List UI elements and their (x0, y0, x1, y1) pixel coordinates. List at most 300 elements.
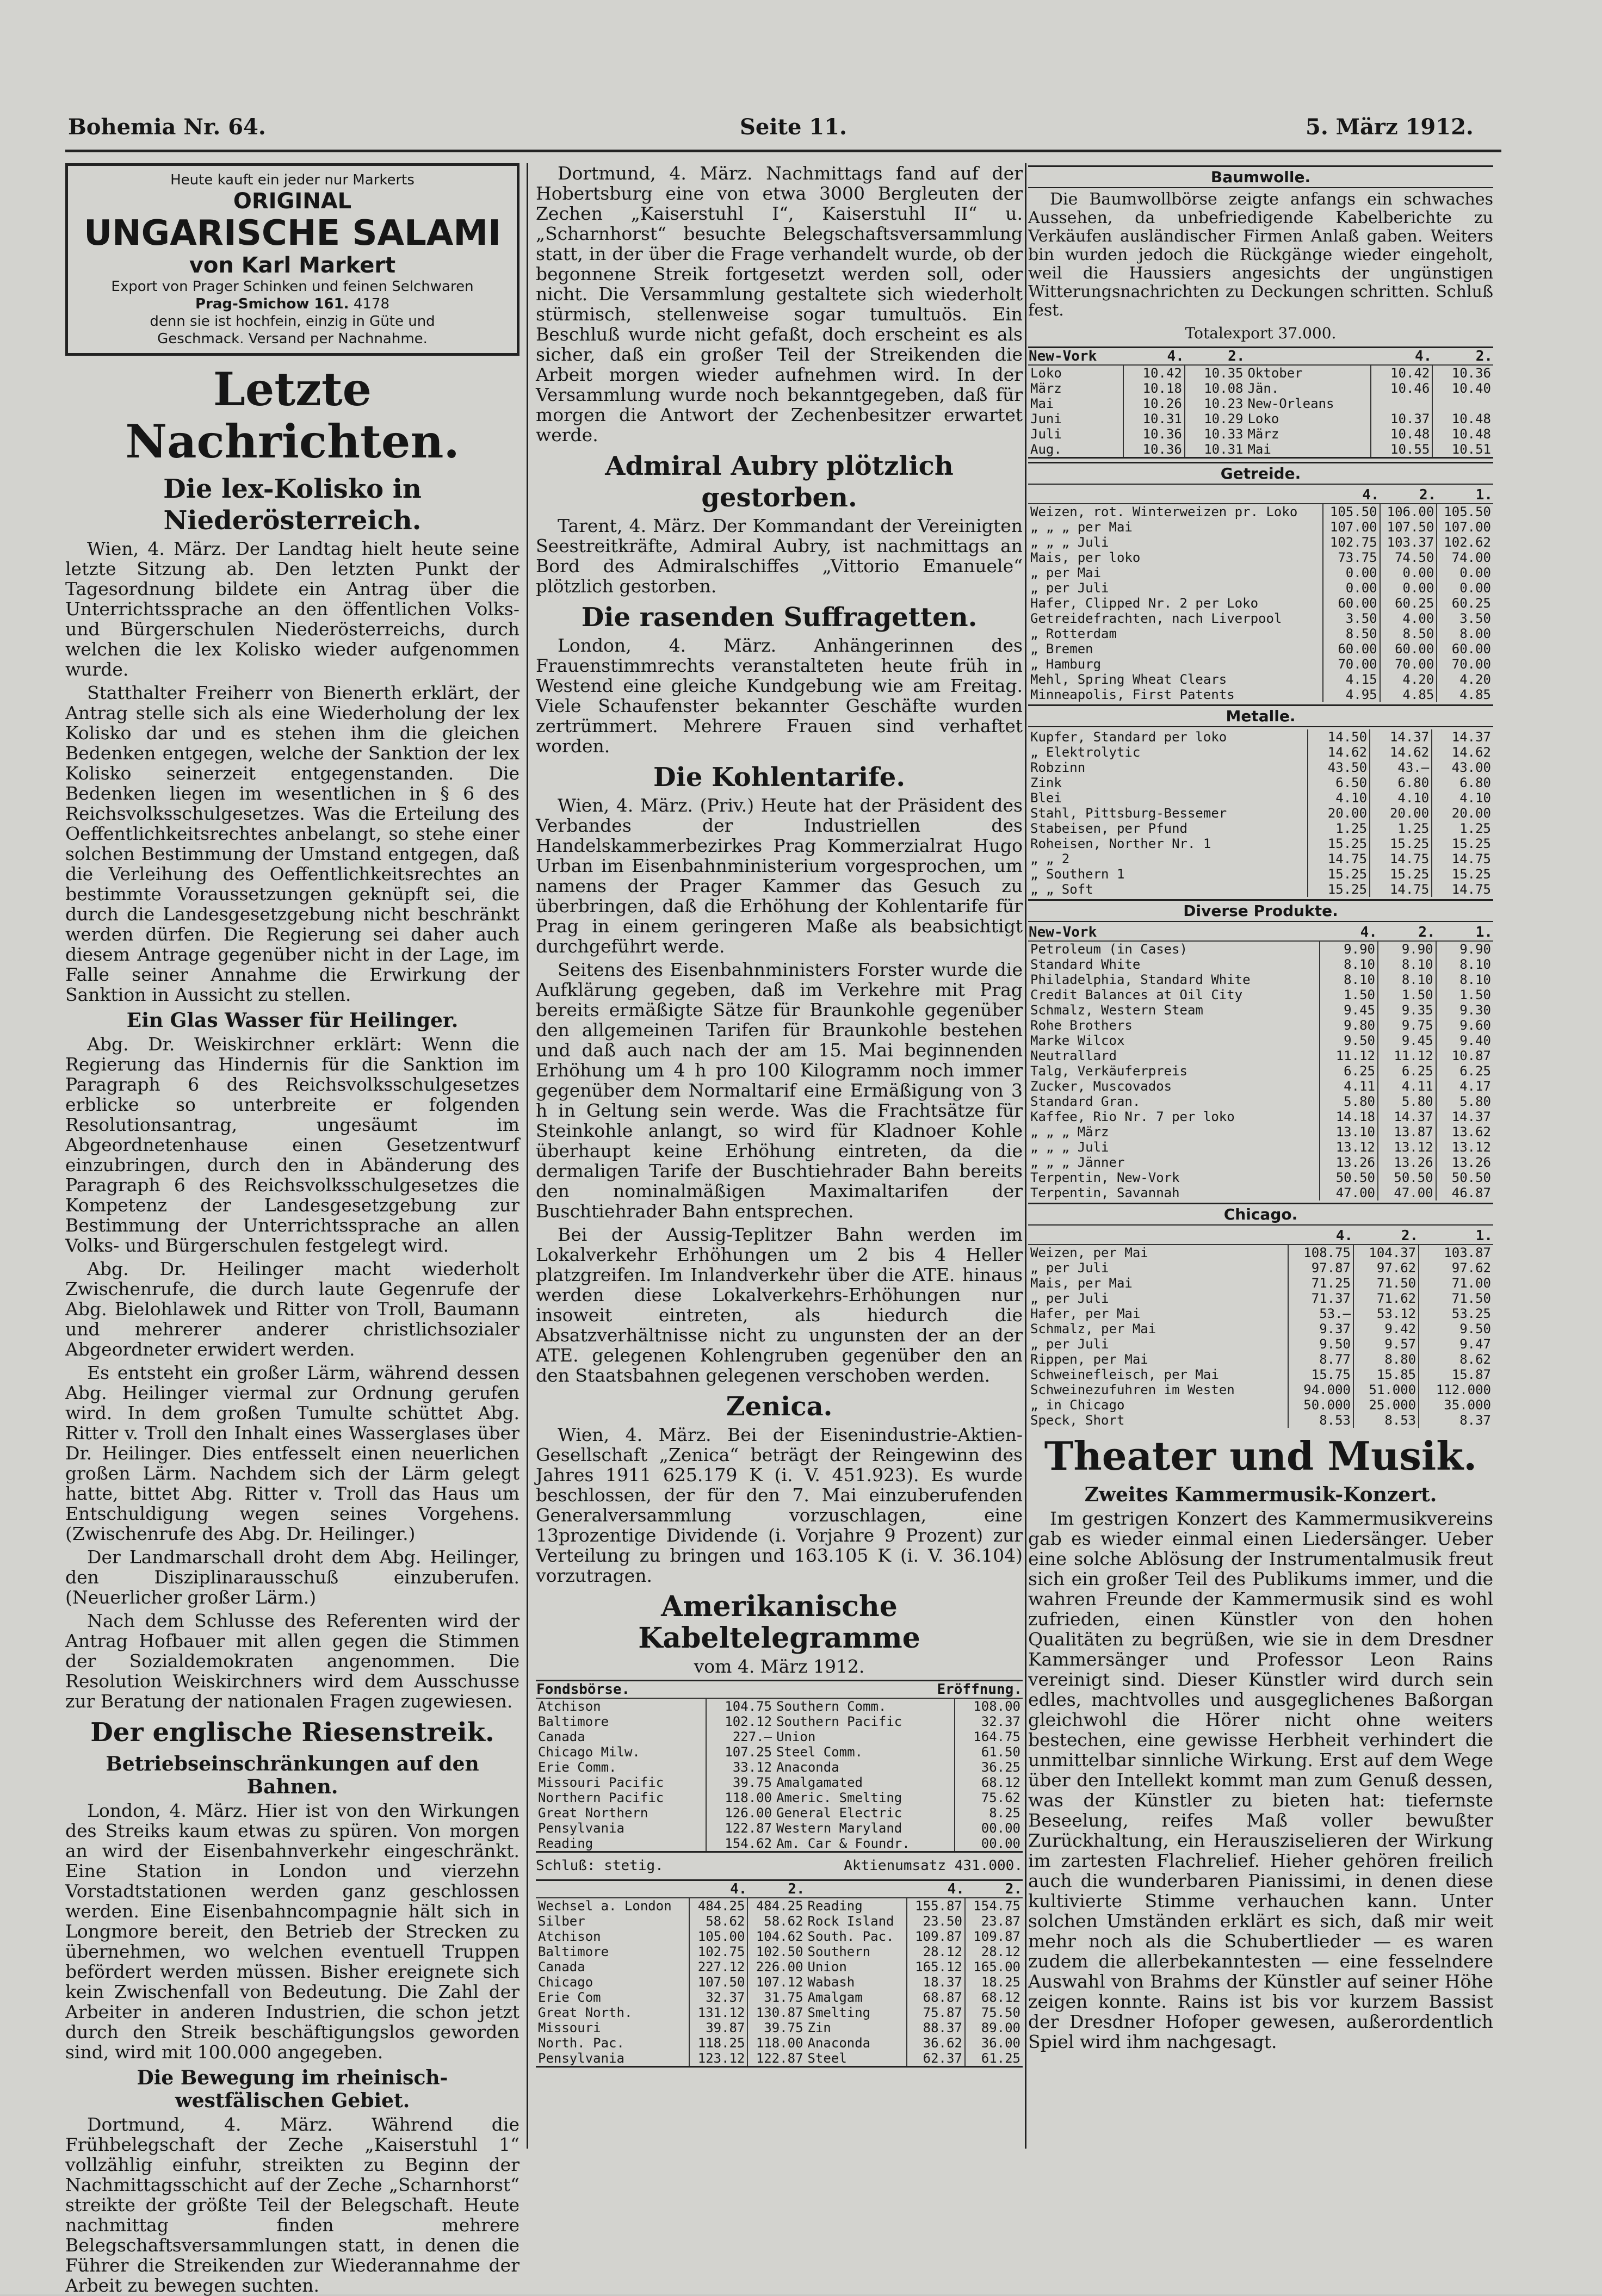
table-cell: 14.75 (1308, 851, 1370, 867)
article-paragraph: Statthalter Freiherr von Bienerth erklärt, der Antrag stelle sich als eine Wiederholung der lex Kolisko dar und es stehen ihm die gleichen Bedenken entgegen, welche der Sanktion der lex Kolisko seinerzeit entgegenstanden. Die Bedenken liegen im wesentlichen in § 6 des Reichsvolksschulgesetzes. Was die Erteilung des Oeffentlichkeitsrechtes anbelangt, so stehe einer solchen Bestimmung der Umstand entgegen, daß die Verleihung des Oeffentlichkeitsrechtes an bestimmte Voraussetzungen geknüpft sei, die durch die Landesgesetzgebung nicht beschränkt werden dürfen. Die Regierung sei daher auch diesem Antrage gegenüber nicht in der Lage, im Falle seiner Annahme die Erwirkung der Sanktion in Aussicht zu stellen. (65, 682, 519, 1005)
table-cell: New-Orleans (1247, 396, 1334, 411)
table-cell: 154.75 (965, 1898, 1023, 1914)
table-cell: 8.10 (1436, 972, 1493, 987)
table-cell: 4.15 (1323, 672, 1380, 687)
table-cell: 9.42 (1353, 1321, 1419, 1336)
table-cell: „ „ „ per Mai (1030, 519, 1133, 535)
table-cell: 15.25 (1432, 867, 1493, 882)
table-cell: 70.00 (1323, 657, 1380, 672)
table-cell: Chicago (538, 1975, 593, 1990)
table-cell: Southern Comm. (776, 1699, 887, 1714)
column-2 (536, 163, 1023, 2176)
table-row (536, 2035, 1023, 2051)
column-header: 4. (689, 1881, 747, 1898)
table-cell: Missouri (538, 2020, 601, 2035)
table-cell: 0.00 (1380, 580, 1437, 596)
article-heading: Die rasenden Suffragetten. (581, 602, 978, 633)
table-cell: 9.60 (1436, 1018, 1493, 1033)
table-cell: 43.— (1370, 760, 1432, 775)
table-cell: „ „ Soft (1030, 882, 1093, 897)
table-row (1028, 1413, 1493, 1428)
table-row (1028, 687, 1493, 702)
table-cell: 53.12 (1353, 1306, 1419, 1321)
table-cell: Rohe Brothers (1030, 1018, 1133, 1033)
table-cell: 62.37 (907, 2051, 965, 2066)
table-cell: 15.75 (1288, 1367, 1353, 1382)
table-cell: 1.25 (1308, 821, 1370, 836)
table-cell: 9.37 (1288, 1321, 1353, 1336)
table-cell: Silber (538, 1914, 585, 1929)
fonds-footer (536, 1856, 1023, 1876)
table-row (1028, 1367, 1493, 1382)
table-cell: 13.26 (1436, 1155, 1493, 1170)
table-cell: 10.87 (1436, 1048, 1493, 1063)
table-cell: 32.37 (689, 1990, 747, 2005)
ad-line: Export von Prager Schinken und feinen Selchwaren (111, 279, 474, 295)
table-cell: 14.50 (1308, 729, 1370, 745)
table-cell: 60.25 (1437, 596, 1493, 611)
header-rule (65, 150, 1501, 152)
table-cell: 126.00 (706, 1805, 774, 1821)
table-cell: 15.87 (1419, 1367, 1493, 1382)
table-cell: 13.12 (1436, 1140, 1493, 1155)
table-row (1028, 1109, 1493, 1124)
table-cell: 107.50 (1380, 519, 1437, 535)
table-cell: „ Bremen (1030, 641, 1093, 657)
table-cell: 35.000 (1419, 1397, 1493, 1413)
article-paragraph: Wien, 4. März. Der Landtag hielt heute seine letzte Sitzung ab. Den letzten Punkt der Tagesordnung bildete ein Antrag über die Unterrichtssprache an den öffentlichen Volks- und Bürgerschulen Niederösterreichs, durch welchen die lex Kolisko wieder aufgenommen wurde. (65, 538, 519, 680)
table-cell: 89.00 (965, 2020, 1023, 2035)
table-cell: 94.000 (1288, 1382, 1353, 1397)
table-cell: März (1030, 381, 1062, 396)
table-cell: 4.95 (1323, 687, 1380, 702)
column-rule-1 (527, 163, 528, 2149)
table-cell: 20.00 (1432, 806, 1493, 821)
table-cell: 53.— (1288, 1306, 1353, 1321)
table-cell: 106.00 (1380, 504, 1437, 519)
table-cell: „ Southern 1 (1030, 867, 1125, 882)
table-row (1028, 1033, 1493, 1048)
theater-title: Theater und Musik. (1044, 1433, 1477, 1479)
table-row (1028, 867, 1493, 882)
column-header: 2. (965, 1881, 1023, 1898)
table-row (1028, 1245, 1493, 1260)
share-turnover: Aktienumsatz 431.000. (844, 1858, 1023, 1874)
header-right: 5. März 1912. (1306, 114, 1474, 140)
table-cell: 3.50 (1323, 611, 1380, 626)
table-cell: Credit Balances at Oil City (1030, 987, 1243, 1002)
table-row (1028, 1079, 1493, 1094)
table-cell: „ Hamburg (1030, 657, 1102, 672)
table-cell: 14.37 (1378, 1109, 1436, 1124)
table-cell: 107.25 (706, 1744, 774, 1760)
table-row (1028, 957, 1493, 972)
table-cell: 9.40 (1436, 1033, 1493, 1048)
table-cell: 105.50 (1323, 504, 1380, 519)
table-cell: Union (807, 1959, 847, 1975)
table-cell: 5.80 (1320, 1094, 1378, 1109)
article-paragraph: Wien, 4. März. Bei der Eisenindustrie-Aktien-Gesellschaft „Zenica“ beträgt der Reingewinn des Jahres 1911 625.179 K (i. V. 451.923). Es wurde beschlossen, der für den 7. Mai einzuberufenden Generalversammlung vorzuschlagen, eine 13prozentige Dividende (i. Vorjahre 9 Prozent) zur Verteilung zu bringen und 163.105 K (i. V. 36.104) vorzutragen. (536, 1424, 1023, 1586)
table-cell: 4.10 (1308, 790, 1370, 806)
table-cell: 71.62 (1353, 1291, 1419, 1306)
table-cell: 4.17 (1436, 1079, 1493, 1094)
table-cell: 4.11 (1320, 1079, 1378, 1094)
table-cell: 109.87 (965, 1929, 1023, 1944)
article-paragraph: Seitens des Eisenbahnministers Forster wurde die Aufklärung gegeben, daß im Verkehre mit Prag bereits ermäßigte Sätze für Braunkohle gegenüber den allgemeinen Tarifen für Braunkohle bestehen und daß auch nach der am 15. Mai beginnenden Erhöhung um 4 h pro 100 Kilogramm noch immer gegenüber dem Normaltarif eine Ermäßigung von 3 h in Geltung sein werde. Was die Frachtsätze für Steinkohle anlangt, so wird für Kladnoer Kohle überhaupt keine Erhöhung eintreten, da die dermaligen Tarife der Buschtiehrader Bahn bereits den nominalmäßigen Maximaltarifen der Buschtiehrader Bahn entsprechen. (536, 959, 1023, 1222)
table-cell: Schweinezufuhren im Westen (1030, 1382, 1235, 1397)
table-cell: 6.25 (1378, 1063, 1436, 1079)
table-cell: Missouri Pacific (538, 1775, 664, 1790)
column-header: New-Vork (1028, 348, 1123, 365)
table-cell: „ per Mai (1030, 565, 1102, 580)
table-cell: 36.62 (907, 2035, 965, 2051)
column-header: 2. (1378, 924, 1436, 941)
article-heading: Die lex-Kolisko in Niederösterreich. (163, 474, 422, 536)
table-cell: 8.10 (1378, 957, 1436, 972)
table-cell: 9.90 (1436, 941, 1493, 957)
table-cell: 13.26 (1378, 1155, 1436, 1170)
table-cell: Neutrallard (1030, 1048, 1117, 1063)
table-cell: 9.35 (1378, 1002, 1436, 1018)
article-heading: Zenica. (726, 1391, 833, 1422)
table-cell: 33.12 (706, 1760, 774, 1775)
table-cell: Zin (807, 2020, 831, 2035)
table-cell: 5.80 (1378, 1094, 1436, 1109)
table-cell: 39.75 (706, 1775, 774, 1790)
metals-heading: Metalle. (1028, 704, 1493, 727)
grain-table (1028, 487, 1493, 702)
article-heading: Admiral Aubry plötzlich gestorben. (605, 451, 954, 513)
table-cell: 18.25 (965, 1975, 1023, 1990)
table-cell: 74.00 (1437, 550, 1493, 565)
table-row (536, 1929, 1023, 1944)
table-cell: 14.62 (1308, 745, 1370, 760)
table-cell: 9.80 (1320, 1018, 1378, 1033)
column-header (806, 1881, 907, 1898)
table-cell: „ Rotterdam (1030, 626, 1117, 641)
table-cell: Terpentin, New-Vork (1030, 1170, 1180, 1185)
article-paragraph: Dortmund, 4. März. Während die Frühbelegschaft der Zeche „Kaiserstuhl 1“ vollzählig einfuhr, streikten zu Beginn der Nachmittagsschicht auf der Zeche „Scharnhorst“ streikte der größte Teil der Belegschaft. Heute nachmittag finden mehrere Belegschaftsversammlungen statt, in denen die Führer die Streikenden zur Wiederannahme der Arbeit zu bewegen suchten. (65, 2114, 519, 2296)
table-cell: Minneapolis, First Patents (1030, 687, 1235, 702)
table-cell: 97.62 (1419, 1260, 1493, 1276)
table-cell: Hafer, Clipped Nr. 2 per Loko (1030, 596, 1259, 611)
table-row (1028, 941, 1493, 957)
table-cell: 122.87 (706, 1821, 774, 1836)
table-row (536, 1975, 1023, 1990)
table-cell: 14.37 (1436, 1109, 1493, 1124)
table-cell: Anaconda (807, 2035, 871, 2051)
table-row (1028, 657, 1493, 672)
table-cell: 15.25 (1308, 867, 1370, 882)
table-cell: 8.77 (1288, 1352, 1353, 1367)
table-cell: 102.75 (1323, 535, 1380, 550)
table-cell: „ „ „ Juli (1030, 535, 1109, 550)
table-cell: 9.57 (1353, 1336, 1419, 1352)
table-cell: 1.50 (1378, 987, 1436, 1002)
table-row (1028, 882, 1493, 897)
table-cell: Talg, Verkäuferpreis (1030, 1063, 1187, 1079)
table-cell: 10.46 (1371, 381, 1432, 396)
table-cell: 9.90 (1378, 941, 1436, 957)
fonds-table (536, 1680, 1023, 1853)
table-cell: 4.10 (1370, 790, 1432, 806)
table-cell: Stahl, Pittsburg-Bessemer (1030, 806, 1227, 821)
table-cell: 0.00 (1437, 580, 1493, 596)
table-cell: 70.00 (1380, 657, 1437, 672)
subheading: Die Bewegung im rheinisch-westfälischen Gebiet. (137, 2066, 448, 2112)
table-cell: 0.00 (1437, 565, 1493, 580)
table-cell: Juli (1030, 426, 1062, 442)
table-cell: Rock Island (807, 1914, 894, 1929)
article-heading: Die Kohlentarife. (653, 762, 906, 793)
table-cell: 0.00 (1323, 580, 1380, 596)
cotton-heading: Baumwolle. (1028, 165, 1493, 188)
table-row (536, 2051, 1023, 2066)
table-cell: Amalgamated (776, 1775, 863, 1790)
table-cell: 10.48 (1371, 426, 1432, 442)
table-cell: 9.50 (1419, 1321, 1493, 1336)
table-row (536, 1944, 1023, 1959)
table-cell: Amalgam (807, 1990, 863, 2005)
table-cell: Oktober (1247, 366, 1303, 381)
table-cell: 8.10 (1436, 957, 1493, 972)
table-cell: 97.62 (1353, 1260, 1419, 1276)
table-cell: 20.00 (1370, 806, 1432, 821)
table-cell: Atchison (538, 1929, 601, 1944)
table-row (1028, 672, 1493, 687)
table-cell: „ „ „ Jänner (1030, 1155, 1125, 1170)
table-cell: 46.87 (1436, 1185, 1493, 1200)
table-cell: 8.53 (1288, 1413, 1353, 1428)
table-cell: 104.37 (1353, 1245, 1419, 1260)
table-cell: 108.00 (955, 1698, 1023, 1714)
table-cell: Marke Wilcox (1030, 1033, 1125, 1048)
table-cell: 10.48 (1432, 411, 1493, 426)
ad-line: Heute kauft ein jeder nur Markerts (170, 172, 415, 188)
table-cell: Schweinefleisch, per Mai (1030, 1367, 1219, 1382)
table-row (536, 1959, 1023, 1975)
table-cell: 31.75 (747, 1990, 805, 2005)
article-paragraph: London, 4. März. Anhängerinnen des Frauenstimmrechts veranstalteten heute früh in Westend eine gleiche Kundgebung wie am Freitag. Viele Schaufenster bekannter Geschäfte wurden zertrümmert. Mehrere Frauen sind verhaftet worden. (536, 635, 1023, 757)
table-cell: 1.25 (1370, 821, 1432, 836)
table-cell: 13.10 (1320, 1124, 1378, 1140)
table-cell: 8.37 (1419, 1413, 1493, 1428)
table-cell: 8.25 (955, 1805, 1023, 1821)
table-cell: 6.50 (1308, 775, 1370, 790)
table-cell: Stabeisen, per Pfund (1030, 821, 1187, 836)
table-cell: 10.36 (1432, 365, 1493, 381)
table-cell: „ „ „ März (1030, 1124, 1109, 1140)
table-cell: 36.25 (955, 1760, 1023, 1775)
table-cell: 10.42 (1123, 365, 1185, 381)
column-header: 2. (1432, 348, 1493, 365)
table-cell: 104.75 (706, 1698, 774, 1714)
table-cell: 164.75 (955, 1729, 1023, 1744)
table-row (1028, 396, 1493, 411)
article-paragraph: Nach dem Schlusse des Referenten wird der Antrag Hofbauer mit allen gegen die Stimmen der Sozialdemokraten angenommen. Die Resolution Weiskirchners wird dem Ausschusse zur Beratung der nationalen Fragen zugewiesen. (65, 1610, 519, 1712)
cable-date: vom 4. März 1912. (694, 1656, 865, 1677)
grain-heading: Getreide. (1028, 462, 1493, 485)
table-cell: 88.37 (907, 2020, 965, 2035)
table-cell: 60.25 (1380, 596, 1437, 611)
table-cell: Steel Comm. (776, 1744, 863, 1760)
table-cell: Zink (1030, 775, 1062, 790)
table-cell: 9.50 (1320, 1033, 1378, 1048)
table-cell: 6.25 (1436, 1063, 1493, 1079)
table-cell: Union (776, 1729, 816, 1744)
table-row (1028, 611, 1493, 626)
table-cell: 75.50 (965, 2005, 1023, 2020)
table-cell: 68.87 (907, 1990, 965, 2005)
table-row (1028, 442, 1493, 457)
table-row (1028, 775, 1493, 790)
table-cell: Juni (1030, 411, 1062, 426)
table-cell: 9.30 (1436, 1002, 1493, 1018)
table-cell: 61.50 (955, 1744, 1023, 1760)
article-paragraph: Der Landmarschall droht dem Abg. Heilinger, den Disziplinarausschuß einzuberufen. (Neuerlicher großer Lärm.) (65, 1546, 519, 1608)
table-cell: Erie Com (538, 1990, 601, 2005)
header-left: Bohemia Nr. 64. (68, 114, 266, 140)
column-header (1028, 487, 1323, 504)
table-row (1028, 519, 1493, 535)
table-cell: 47.00 (1320, 1185, 1378, 1200)
article-heading: Amerikanische Kabeltelegramme (638, 1590, 920, 1655)
table-row (536, 1698, 1023, 1714)
table-cell: 108.75 (1288, 1245, 1353, 1260)
table-cell: 50.000 (1288, 1397, 1353, 1413)
table-cell: 00.00 (955, 1836, 1023, 1851)
table-cell: Southern (807, 1944, 871, 1959)
table-cell: 4.00 (1380, 611, 1437, 626)
table-cell: 14.62 (1432, 745, 1493, 760)
table-cell: 109.87 (907, 1929, 965, 1944)
table-row (1028, 1063, 1493, 1079)
table-cell: 107.00 (1323, 519, 1380, 535)
table-row (1028, 1397, 1493, 1413)
table-cell: Mehl, Spring Wheat Clears (1030, 672, 1227, 687)
table-cell: Wabash (807, 1975, 855, 1990)
opening-heading: Eröffnung. (774, 1681, 1023, 1698)
table-row (1028, 1048, 1493, 1063)
table-row (1028, 987, 1493, 1002)
table-cell: 75.87 (907, 2005, 965, 2020)
table-row (1028, 1018, 1493, 1033)
table-row (1028, 565, 1493, 580)
table-cell: 104.62 (747, 1929, 805, 1944)
table-cell: 165.12 (907, 1959, 965, 1975)
table-row (1028, 535, 1493, 550)
table-cell: 43.50 (1308, 760, 1370, 775)
table-cell: 14.75 (1432, 882, 1493, 897)
table-cell: Mai (1247, 442, 1271, 457)
table-row (1028, 550, 1493, 565)
table-cell: Weizen, per Mai (1030, 1245, 1148, 1260)
concert-review: Im gestrigen Konzert des Kammermusikvereins gab es wieder einmal einen Liedersänger. Ueber eine solche Ablösung der Instrumentalmusik freut sich ein großer Teil des Publikums immer, und die wahren Freunde der Kammermusik sind es wohl zufrieden, einen Künstler von den hohen Qualitäten zu begrüßen, wie sie in dem Dresdner Kammersänger und Professor Leon Rains vereinigt sind. Dieser Künstler wird durch sein edles, machtvolles und ausgeglichenes Baßorgan gleichwohl die Hörer nicht ohne weiters bestechen, eine gewisse Herbheit verhindert die unmittelbar sinnliche Wirkung. Erst auf dem Wege über den Intellekt kommt man zum Genuß dessen, was der Künstler zu bieten hat: tiefernste Beseelung, reifes Maß voller bewußter Zurückhaltung, ein Herausziselieren der Wirkung im zartesten Flachrelief. Hieher gehören freilich auch die wunderbaren Pianissimi, in denen diese kultivierte Stimme verhauchen kann. Unter solchen Umständen erklärt es sich, daß mir weit mehr noch als die Schubertlieder — es waren zudem die allerbekanntesten — eine fesselndere Auswahl von Brahms der Künstler auf seiner Höhe zeigen konnte. Rains ist bis vor kurzem Bassist der Dresdner Hofoper gewesen, außerordentlich Spiel wird ihm nachgesagt. (1028, 1508, 1493, 2052)
table-cell: Reading (538, 1836, 593, 1851)
ad-line: ORIGINAL (233, 189, 352, 214)
column-3 (1028, 163, 1493, 2176)
table-cell: Anaconda (776, 1760, 839, 1775)
table-cell: Standard White (1030, 957, 1141, 972)
table-cell: 18.37 (907, 1975, 965, 1990)
table-cell: 73.75 (1323, 550, 1380, 565)
table-cell: 53.25 (1419, 1306, 1493, 1321)
table-row (536, 1990, 1023, 2005)
table-cell: 227.— (706, 1729, 774, 1744)
table-cell: Pensylvania (538, 2051, 624, 2066)
table-cell: 15.25 (1308, 836, 1370, 851)
table-cell: 10.48 (1432, 426, 1493, 442)
table-cell: 10.33 (1185, 426, 1246, 442)
table-cell: 4.10 (1432, 790, 1493, 806)
table-row (1028, 381, 1493, 396)
table-cell: 13.26 (1320, 1155, 1378, 1170)
table-cell: 4.20 (1437, 672, 1493, 687)
table-cell: 60.00 (1380, 641, 1437, 657)
table-cell: 8.00 (1437, 626, 1493, 641)
table-cell: 102.12 (706, 1714, 774, 1729)
subheading: Betriebseinschränkungen auf den Bahnen. (106, 1753, 479, 1798)
table-row (1028, 641, 1493, 657)
table-cell: 11.12 (1378, 1048, 1436, 1063)
table-cell: Hafer, per Mai (1030, 1306, 1141, 1321)
column-header: 1. (1437, 487, 1493, 504)
table-cell: 227.12 (689, 1959, 747, 1975)
table-cell: 107.00 (1437, 519, 1493, 535)
table-cell: 23.50 (907, 1914, 965, 1929)
table-cell: 71.37 (1288, 1291, 1353, 1306)
chicago-table (1028, 1228, 1493, 1428)
table-row (1028, 760, 1493, 775)
column-header: 2. (747, 1881, 805, 1898)
table-cell: 155.87 (907, 1898, 965, 1914)
table-cell: 10.51 (1432, 442, 1493, 457)
table-cell: 10.29 (1185, 411, 1246, 426)
table-cell: 47.00 (1378, 1185, 1436, 1200)
table-cell: 14.75 (1432, 851, 1493, 867)
table-cell: 154.62 (706, 1836, 774, 1851)
table-cell: Kupfer, Standard per loko (1030, 729, 1227, 745)
column-header (536, 1881, 689, 1898)
table-cell: 14.75 (1370, 882, 1432, 897)
table-cell: 3.50 (1437, 611, 1493, 626)
table-cell: 4.85 (1437, 687, 1493, 702)
table-cell: 5.80 (1436, 1094, 1493, 1109)
table-row (1028, 1155, 1493, 1170)
article-paragraph: Abg. Dr. Heilinger macht wiederholt Zwischenrufe, die durch laute Gegenrufe der Abg. Bielohlawek und Ritter von Troll, Baumann und mehrerer anderer christlichsozialer Abgeordneter erwidert werden. (65, 1258, 519, 1360)
table-cell: „ per Juli (1030, 1336, 1109, 1352)
header-center: Seite 11. (740, 114, 847, 140)
table-row (536, 1760, 1023, 1775)
table-cell: Kaffee, Rio Nr. 7 per loko (1030, 1109, 1235, 1124)
table-row (536, 1729, 1023, 1744)
table-cell: Loko (1030, 366, 1062, 381)
table-cell: „ per Juli (1030, 580, 1109, 596)
table-cell: 15.25 (1308, 882, 1370, 897)
table-cell: 13.12 (1320, 1140, 1378, 1155)
table-cell: 6.80 (1432, 775, 1493, 790)
table-cell: Rippen, per Mai (1030, 1352, 1148, 1367)
table-cell (1371, 396, 1432, 411)
table-row (1028, 836, 1493, 851)
fonds-heading: Fondsbörse. (536, 1681, 774, 1698)
table-cell: 122.87 (747, 2051, 805, 2066)
table-cell: 0.00 (1323, 565, 1380, 580)
table-row (536, 1914, 1023, 1929)
table-row (1028, 504, 1493, 519)
table-cell: 107.12 (747, 1975, 805, 1990)
table-cell: 71.50 (1353, 1276, 1419, 1291)
